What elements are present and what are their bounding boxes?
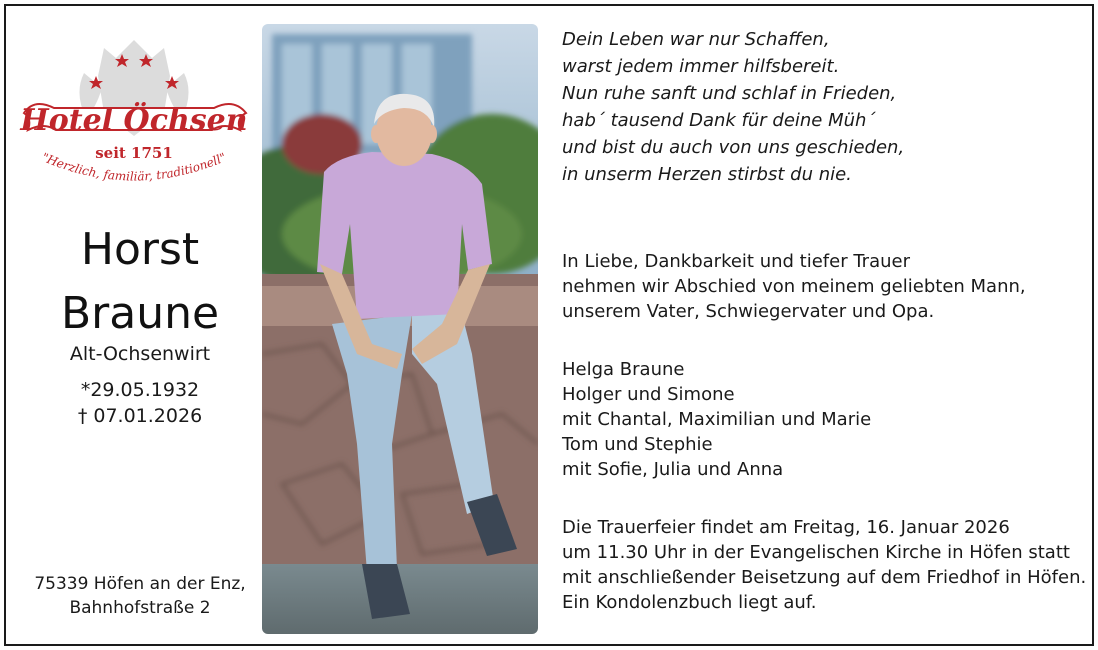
role-title: Alt-Ochsenwirt xyxy=(69,343,211,365)
poem-line: Dein Leben war nur Schaffen, xyxy=(562,29,830,50)
poem xyxy=(562,26,1082,188)
funeral-info xyxy=(562,515,1087,615)
family-member: Tom und Stephie xyxy=(562,434,713,455)
logo-slogan: "Herzlich, familiär, traditionell" xyxy=(39,150,229,184)
family-member: Helga Braune xyxy=(562,359,685,380)
farewell-text xyxy=(562,249,1082,324)
family-member: mit Chantal, Maximilian und Marie xyxy=(562,409,872,430)
family-member: mit Sofie, Julia und Anna xyxy=(562,459,784,480)
portrait-photo xyxy=(262,24,538,634)
logo-since: seit 1751 xyxy=(95,144,173,162)
text-line: unserem Vater, Schwiegervater und Opa. xyxy=(562,301,935,322)
poem-line: in unserm Herzen stirbst du nie. xyxy=(562,164,852,185)
text-line: In Liebe, Dankbarkeit und tiefer Trauer xyxy=(562,251,910,272)
poem-line: hab´ tausend Dank für deine Müh´ xyxy=(562,110,876,131)
death-date: † 07.01.2026 xyxy=(77,405,203,427)
text-line: Ein Kondolenzbuch liegt auf. xyxy=(562,592,817,613)
logo-title: Hotel Öchsen xyxy=(20,103,248,138)
first-name: Horst xyxy=(80,224,200,275)
text-line: um 11.30 Uhr in der Evangelischen Kirche in Höfen statt xyxy=(562,542,1070,563)
family-member: Holger und Simone xyxy=(562,384,735,405)
address-line-1: 75339 Höfen an der Enz, xyxy=(34,574,246,594)
text-line: Die Trauerfeier findet am Freitag, 16. Januar 2026 xyxy=(562,517,1010,538)
last-name: Braune xyxy=(60,288,220,339)
obituary-frame xyxy=(4,4,1094,646)
address-line-2: Bahnhofstraße 2 xyxy=(69,598,211,618)
birth-date: *29.05.1932 xyxy=(80,379,200,401)
family-list xyxy=(562,357,1082,482)
poem-line: warst jedem immer hilfsbereit. xyxy=(562,56,840,77)
text-line: mit anschließender Beisetzung auf dem Friedhof in Höfen. xyxy=(562,567,1087,588)
text-line: nehmen wir Abschied von meinem geliebten Mann, xyxy=(562,276,1026,297)
poem-line: und bist du auch von uns geschieden, xyxy=(562,137,905,158)
hotel-logo xyxy=(14,18,254,188)
poem-line: Nun ruhe sanft und schlaf in Frieden, xyxy=(562,83,897,104)
